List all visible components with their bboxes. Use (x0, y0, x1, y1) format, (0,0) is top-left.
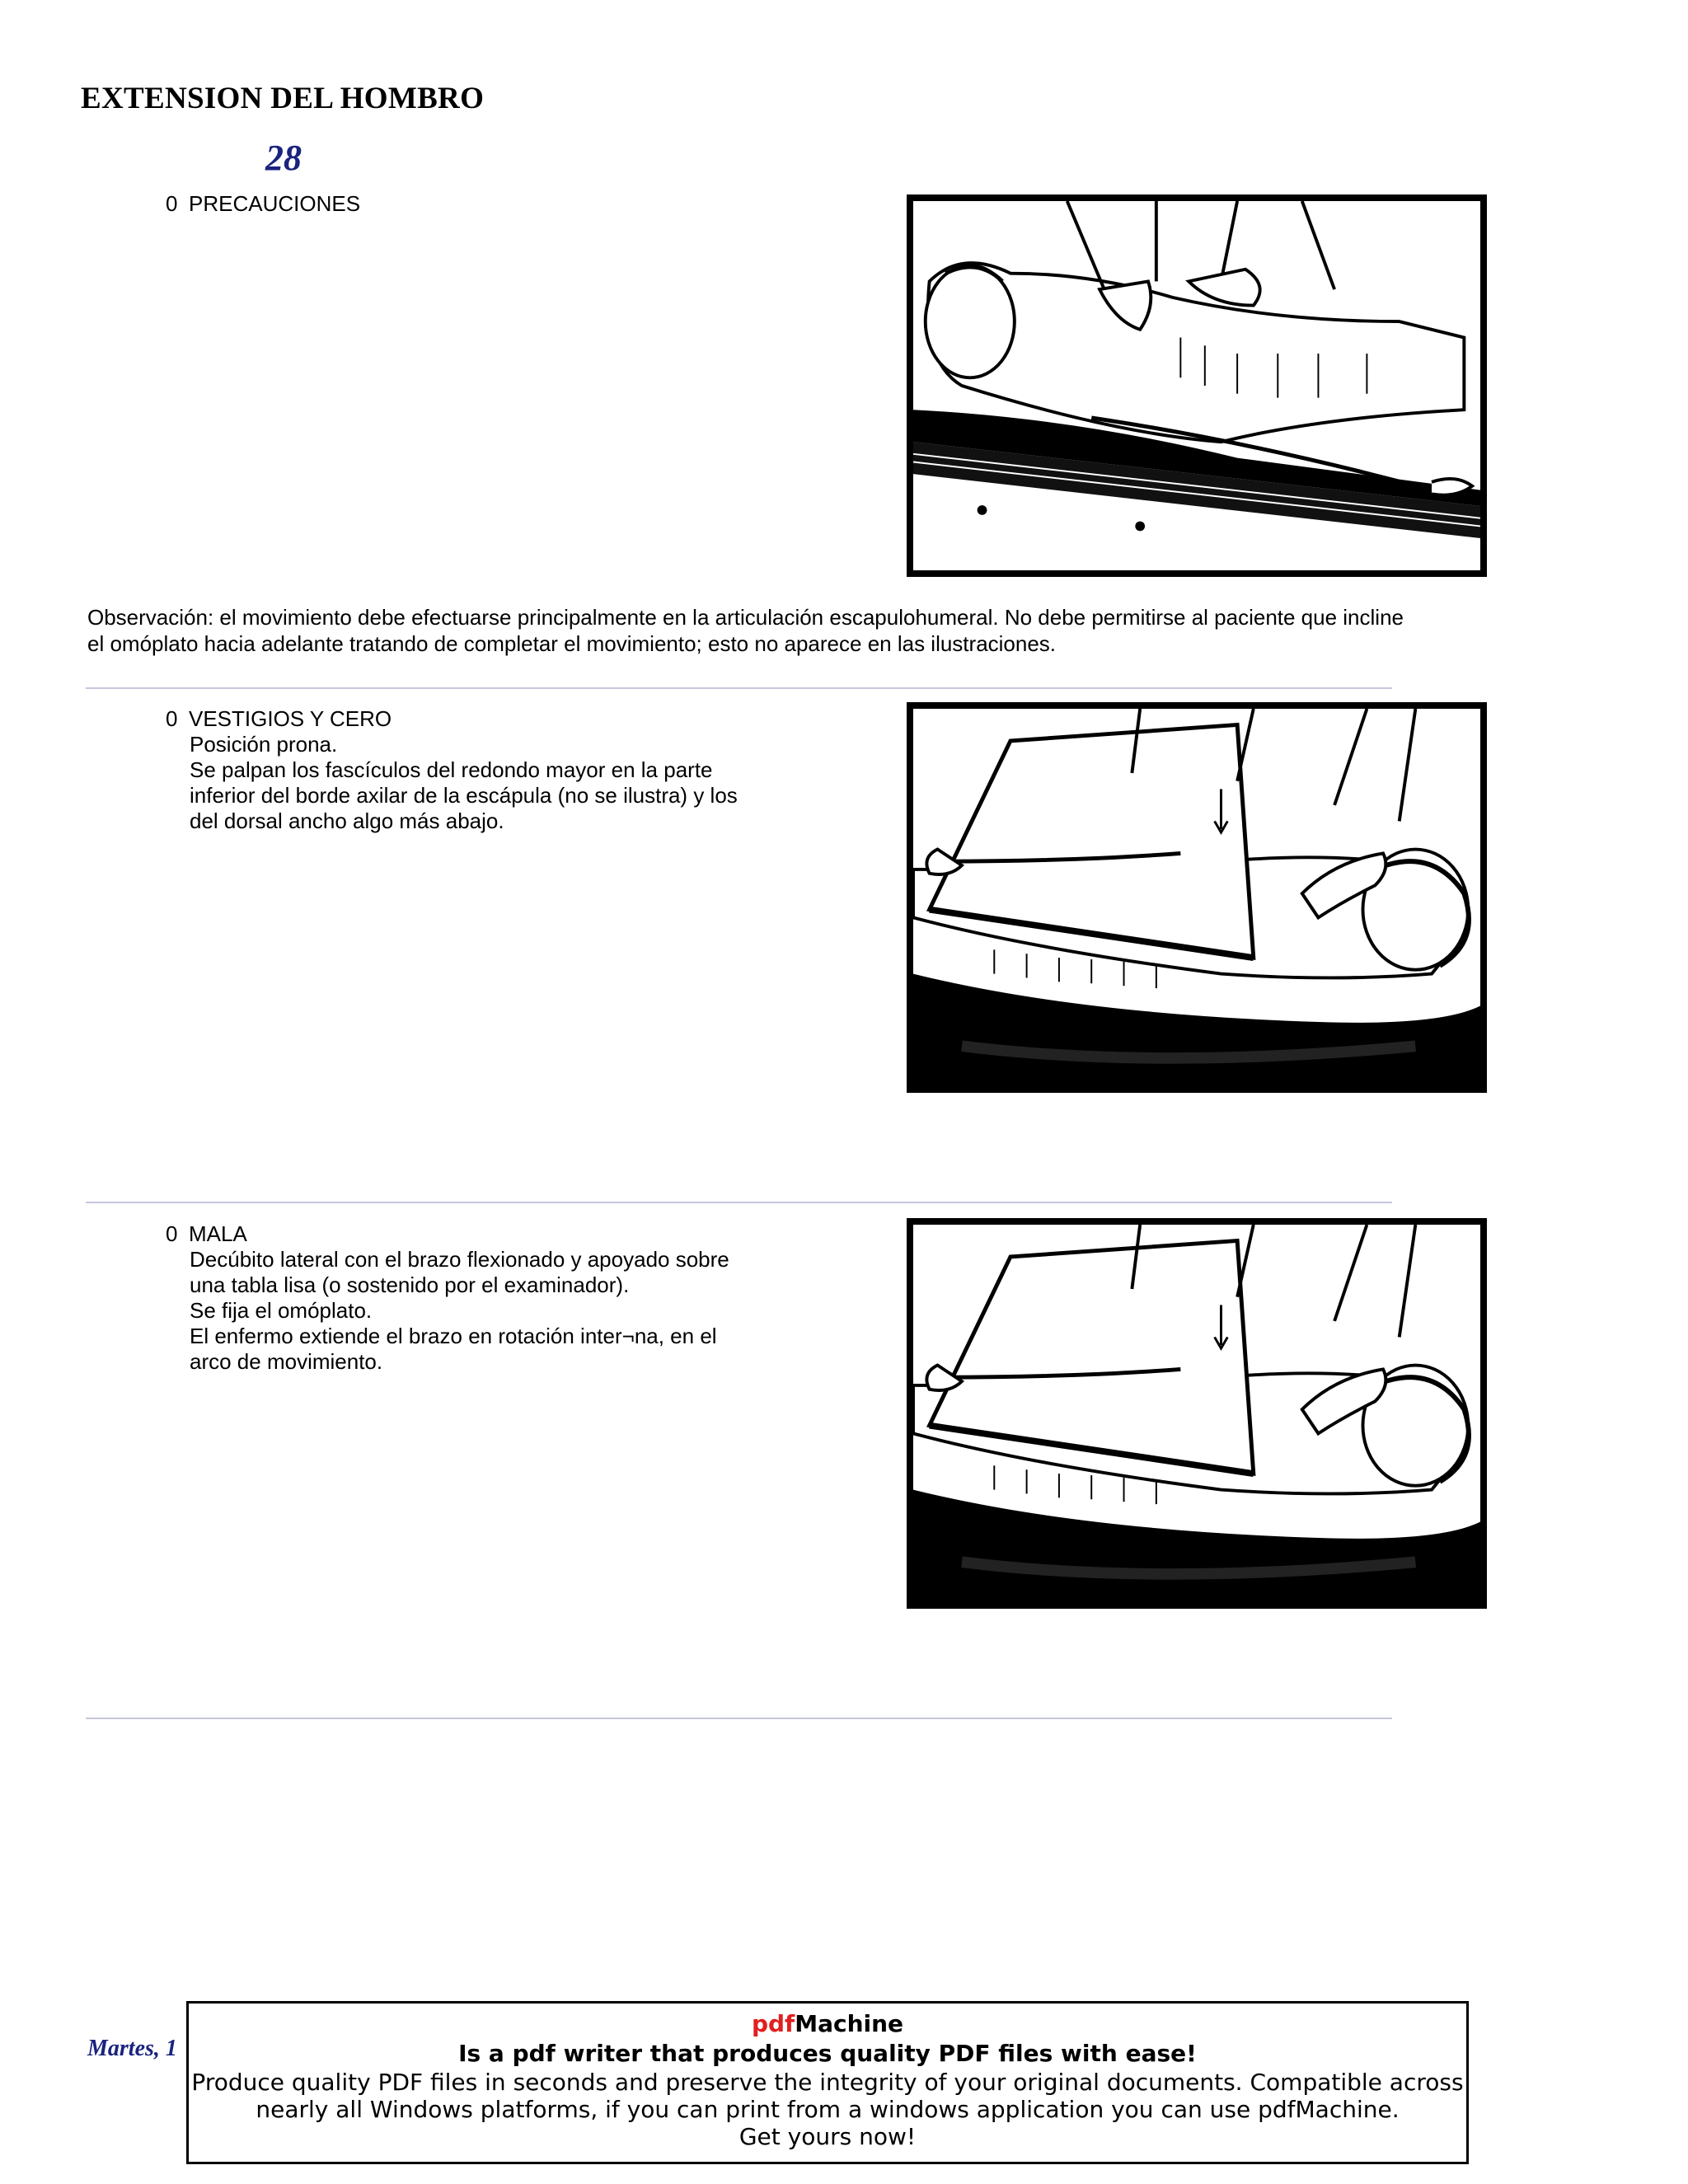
brand-prefix: pdf (751, 2010, 795, 2037)
page-title: EXTENSION DEL HOMBRO (81, 82, 485, 115)
section-vestigios-body (190, 732, 783, 834)
banner-desc-line: nearly all Windows platforms, if you can print from a windows application you can use pdfMachine. (256, 2096, 1400, 2123)
section-divider (86, 1718, 1392, 1719)
section-divider (86, 1202, 1392, 1203)
body-line: inferior del borde axilar de la escápula (no se ilustra) y los (190, 783, 738, 808)
section-divider (86, 687, 1392, 689)
section-precauciones-heading (166, 191, 360, 217)
illustration-palpation-prone (907, 194, 1487, 577)
banner-brand (189, 2010, 1466, 2038)
section-heading-label: VESTIGIOS Y CERO (189, 706, 392, 731)
footer-date: Martes, 1 (87, 2036, 177, 2061)
grade-value: 0 (166, 191, 178, 216)
body-line: Se fija el omóplato. (190, 1298, 373, 1323)
banner-tagline: Is a pdf writer that produces quality PDF files with ease! (458, 2040, 1197, 2067)
body-line: Se palpan los fascículos del redondo mayor en la parte (190, 757, 713, 782)
body-line: Decúbito lateral con el brazo flexionado y apoyado sobre (190, 1247, 729, 1272)
section-mala-heading (166, 1221, 247, 1247)
body-line: una tabla lisa (o sostenido por el examinador). (190, 1272, 630, 1297)
pdfmachine-banner[interactable] (186, 2001, 1469, 2164)
section-vestigios-heading (166, 706, 392, 732)
page-number: 28 (265, 138, 302, 178)
section-heading-label: MALA (189, 1221, 247, 1246)
grade-value: 0 (166, 1221, 178, 1246)
section-heading-label: PRECAUCIONES (189, 191, 361, 216)
grade-value: 0 (166, 706, 178, 731)
body-line: Posición prona. (190, 732, 338, 757)
illustration-side-lying-board-2 (907, 1218, 1487, 1609)
illustration-side-lying-board-1 (907, 702, 1487, 1093)
body-line: El enfermo extiende el brazo en rotación inter¬na, en el (190, 1324, 717, 1348)
observation-line: Observación: el movimiento debe efectuarse principalmente en la articulación escapulohumeral. No debe permitirse al paciente que incline (87, 605, 1404, 630)
body-line: del dorsal ancho algo más abajo. (190, 808, 504, 833)
observation-note (87, 604, 1489, 657)
section-mala-body (190, 1247, 783, 1375)
brand-suffix: Machine (795, 2010, 904, 2037)
banner-desc-line: Produce quality PDF files in seconds and preserve the integrity of your original documents. Compatible across (191, 2069, 1464, 2096)
body-line: arco de movimiento. (190, 1349, 383, 1374)
banner-cta[interactable]: Get yours now! (738, 2123, 917, 2150)
observation-line: el omóplato hacia adelante tratando de completar el movimiento; esto no aparece en las ilustraciones. (87, 631, 1057, 656)
